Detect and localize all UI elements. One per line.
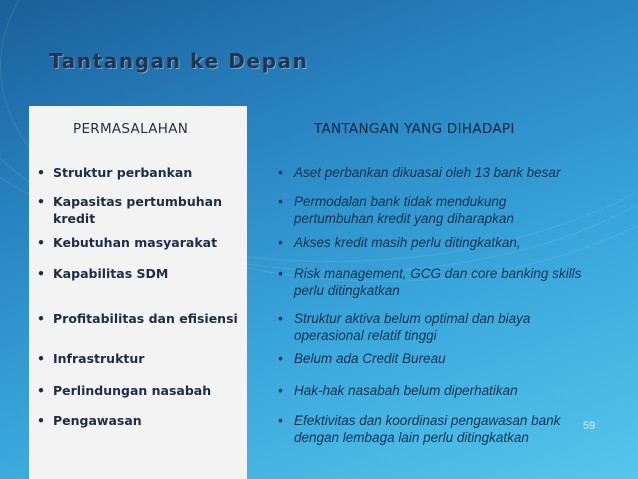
bullet-icon: • xyxy=(37,235,45,250)
bullet-icon: • xyxy=(37,311,45,326)
problem-text: Pengawasan xyxy=(53,413,142,428)
problem-text: Infrastruktur xyxy=(53,351,145,366)
bullet-icon: • xyxy=(278,194,283,209)
challenge-text: Hak-hak nasabah belum diperhatikan xyxy=(294,383,518,398)
problem-item xyxy=(37,193,241,227)
problem-item xyxy=(37,382,241,399)
problem-text: Kebutuhan masyarakat xyxy=(53,235,218,250)
page-number: 59 xyxy=(583,420,596,432)
challenge-item xyxy=(278,350,608,367)
challenge-text: Struktur aktiva belum optimal dan biaya operasional relatif tinggi xyxy=(294,311,531,343)
bullet-icon: • xyxy=(37,383,45,398)
challenge-text: Akses kredit masih perlu ditingkatkan, xyxy=(294,235,521,250)
problem-text: Profitabilitas dan efisiensi xyxy=(53,311,238,326)
problem-item xyxy=(37,350,241,367)
problem-text: Perlindungan nasabah xyxy=(53,383,212,398)
challenge-item xyxy=(278,310,598,344)
problem-item xyxy=(37,164,241,181)
bullet-icon: • xyxy=(278,383,283,398)
bullet-icon: • xyxy=(37,194,45,209)
bullet-icon: • xyxy=(278,165,283,180)
bullet-icon: • xyxy=(278,311,283,326)
bullet-icon: • xyxy=(278,235,283,250)
problems-header: PERMASALAHAN xyxy=(73,121,189,137)
challenge-item xyxy=(278,265,608,299)
challenge-item xyxy=(278,382,608,399)
challenge-text: Belum ada Credit Bureau xyxy=(294,351,446,366)
bullet-icon: • xyxy=(37,413,45,428)
challenge-text: Aset perbankan dikuasai oleh 13 bank besar xyxy=(294,165,561,180)
problem-item xyxy=(37,234,241,251)
bullet-icon: • xyxy=(37,165,45,180)
challenge-item xyxy=(278,164,608,181)
problem-item xyxy=(37,265,241,282)
challenge-text: Permodalan bank tidak mendukung pertumbuhan kredit yang diharapkan xyxy=(294,194,514,226)
problem-item xyxy=(37,412,241,429)
problem-text: Struktur perbankan xyxy=(53,165,193,180)
bullet-icon: • xyxy=(278,266,283,281)
bullet-icon: • xyxy=(37,266,45,281)
bullet-icon: • xyxy=(278,413,283,428)
challenges-header: TANTANGAN YANG DIHADAPI xyxy=(314,121,515,137)
problem-item xyxy=(37,310,252,327)
problem-text: Kapasitas pertumbuhan kredit xyxy=(53,194,223,226)
challenge-text: Risk management, GCG dan core banking skills perlu ditingkatkan xyxy=(294,266,582,298)
problem-text: Kapabilitas SDM xyxy=(53,266,169,281)
challenge-text: Efektivitas dan koordinasi pengawasan bank dengan lembaga lain perlu ditingkatkan xyxy=(294,413,561,445)
challenge-item xyxy=(278,193,578,227)
challenge-item xyxy=(278,412,608,446)
bullet-icon: • xyxy=(37,351,45,366)
bullet-icon: • xyxy=(278,351,283,366)
challenge-item xyxy=(278,234,608,251)
slide-title: Tantangan ke Depan xyxy=(49,49,309,73)
